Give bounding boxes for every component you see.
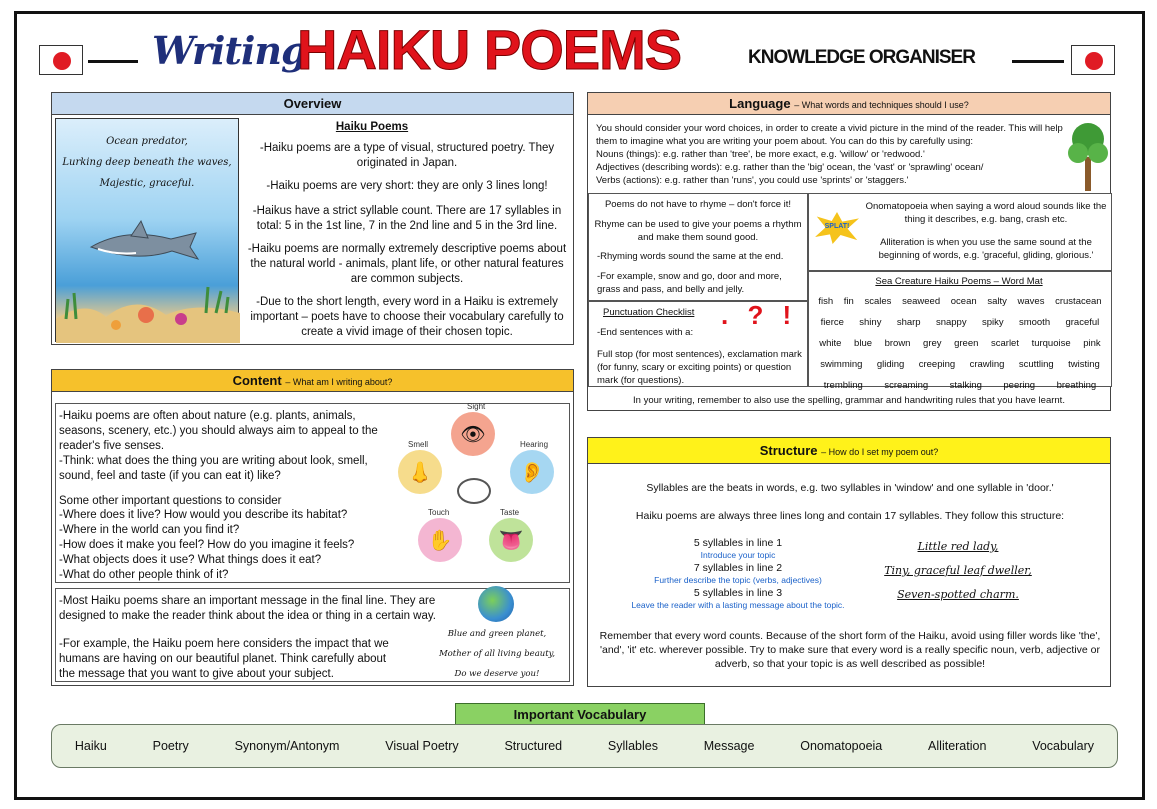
tree-icon: [1068, 117, 1108, 191]
question-item: -Where in the world can you find it?: [59, 524, 240, 536]
wordmat-word: brown: [884, 338, 911, 349]
wordmat-word: stalking: [949, 380, 982, 391]
vocabulary-word: Haiku: [74, 739, 107, 753]
vocabulary-word: Vocabulary: [1032, 739, 1095, 753]
content-title: Content: [232, 373, 282, 388]
wordmat-title-text: Sea Creature Haiku Poems – Word Mat: [875, 276, 1043, 287]
question-item: -What do other people think of it?: [59, 569, 229, 581]
wordmat-title: [809, 275, 1109, 288]
overview-p4: -Haiku poems are normally extremely descriptive poems about the natural world - animals, plant life, or other natural features are common subjects.: [247, 243, 567, 285]
overview-p5: -Due to the short length, every word in a Haiku is extremely important – poets have to choose their vocabulary carefully to create a vivid image of their chosen topic.: [250, 296, 564, 338]
wordmat-word: spiky: [981, 317, 1004, 328]
wordmat-word: fish: [818, 296, 834, 307]
overview-header: [52, 93, 573, 115]
syllable-hint: Leave the reader with a lasting message about the topic.: [631, 600, 845, 610]
content-panel: [51, 369, 574, 686]
wordmat-word: grey: [923, 338, 942, 349]
language-subtitle: – What words and techniques should I use?: [794, 100, 969, 110]
divider: [1012, 60, 1064, 63]
sense-label-smell: Smell: [408, 440, 429, 449]
rhyme-line-4: -For example, snow and go, door and more, grass and pass, and belly and jelly.: [597, 271, 782, 295]
wordmat-word: smooth: [1018, 317, 1051, 328]
content-p1: -Haiku poems are often about nature (e.g. plants, animals, seasons, scenery, etc.) you should always aim to appeal to the reader's five senses.: [59, 410, 378, 452]
content-p4: -For example, the Haiku poem here considers the impact that we humans are having on our beautiful planet. Think carefully about the message that you want to give about your subject.: [59, 638, 389, 680]
syllable-rule: 5 syllables in line 3: [693, 587, 783, 599]
page-subtitle: KNOWLEDGE ORGANISER: [748, 47, 975, 68]
divider: [88, 60, 138, 63]
japan-flag-icon: [39, 45, 83, 75]
brain-icon: [457, 478, 491, 504]
globe-icon: [478, 586, 514, 622]
wordmat-row: [813, 296, 1107, 307]
language-footer: In your writing, remember to also use the spelling, grammar and handwriting rules that you have learnt.: [633, 395, 1065, 406]
wordmat-word: seaweed: [902, 296, 941, 307]
vocabulary-word: Message: [703, 739, 755, 753]
wordmat-word: scarlet: [991, 338, 1019, 349]
language-title: Language: [729, 96, 791, 111]
structure-p1: Syllables are the beats in words, e.g. two syllables in 'window' and one syllable in 'door.': [646, 482, 1054, 494]
hand-icon: ✋: [418, 518, 462, 562]
punctuation-line-1: -End sentences with a:: [597, 327, 694, 338]
overview-panel: [51, 92, 574, 345]
structure-panel: [587, 437, 1111, 687]
wordmat-word: snappy: [935, 317, 967, 328]
punctuation-box: [588, 301, 808, 387]
onomatopoeia-text: Onomatopoeia when saying a word aloud sounds like the thing it describes, e.g. bang, crash etc.: [865, 201, 1107, 225]
question-item: -What objects does it use? What things does it eat?: [59, 554, 322, 566]
rhyme-line-1: Poems do not have to rhyme – don't force it!: [604, 199, 792, 210]
poem-line: Tiny, graceful leaf dweller,: [884, 564, 1032, 577]
poem-line: Little red lady,: [917, 540, 999, 553]
punctuation-line-2: Full stop (for most sentences), exclamation mark (for funny, scary or exciting points) or question mark (for questions).: [597, 349, 802, 386]
language-intro: You should consider your word choices, in order to create a vivid picture in the mind of the reader. This will help them to imagine what you are writing your poem about. You can do this by carefully using:: [596, 123, 1063, 147]
content-header: [52, 370, 573, 392]
poem-line: Majestic, graceful.: [99, 178, 195, 189]
wordmat-grid: [813, 292, 1107, 391]
planet-poem: [427, 624, 567, 684]
rhyme-line-3: -Rhyming words sound the same at the end.: [597, 251, 784, 262]
wordmat-row: [813, 338, 1107, 349]
content-questions: [59, 508, 389, 583]
japan-flag-icon: [1071, 45, 1115, 75]
rhyme-box: [588, 193, 808, 301]
vocabulary-word: Structured: [504, 739, 563, 753]
wordmat-word: breathing: [1056, 380, 1097, 391]
shark-illustration: [55, 118, 239, 342]
sense-label-touch: Touch: [428, 508, 450, 517]
structure-p2: Haiku poems are always three lines long and contain 17 syllables. They follow this structure:: [635, 510, 1065, 522]
wordmat-word: green: [954, 338, 979, 349]
ear-icon: 👂: [510, 450, 554, 494]
overview-heading-text: Haiku Poems: [335, 121, 409, 133]
wordmat-word: swimming: [820, 359, 863, 370]
language-panel: [587, 92, 1111, 411]
syllable-rule: 7 syllables in line 2: [693, 562, 783, 574]
punctuation-title: [603, 306, 733, 319]
wordmat-row: [813, 359, 1107, 370]
splat-label: SPLAT!: [824, 223, 850, 230]
poem-line: Do we deserve you!: [454, 669, 540, 679]
wordmat-word: crustacean: [1055, 296, 1102, 307]
poem-line: Lurking deep beneath the waves,: [62, 157, 232, 168]
poem-line: Ocean predator,: [106, 136, 188, 147]
vocabulary-word: Visual Poetry: [385, 739, 459, 753]
vocabulary-header: Important Vocabulary: [455, 703, 705, 725]
wordmat-word: waves: [1017, 296, 1045, 307]
overview-p1: -Haiku poems are a type of visual, structured poetry. They originated in Japan.: [259, 142, 555, 169]
alliteration-text: Alliteration is when you use the same sound at the beginning of words, e.g. 'graceful, gliding, glorious.': [878, 237, 1094, 261]
poem-line: Mother of all living beauty,: [438, 649, 556, 659]
wordmat-word: crawling: [969, 359, 1005, 370]
content-questions-intro: Some other important questions to consider: [59, 495, 282, 507]
content-subtitle: – What am I writing about?: [285, 377, 393, 387]
wordmat-word: twisting: [1068, 359, 1100, 370]
eye-icon: 👁: [451, 412, 495, 456]
overview-heading: [302, 120, 442, 135]
wordmat-word: sharp: [896, 317, 921, 328]
rhyme-line-2: Rhyme can be used to give your poems a rhythm and make them sound good.: [594, 219, 802, 243]
language-adjectives: Adjectives (describing words): e.g. rather than the 'big' ocean, the 'vast' or 'sprawling' ocean/: [596, 162, 984, 173]
vocabulary-word: Synonym/Antonym: [234, 739, 340, 753]
wordmat-word: turquoise: [1031, 338, 1071, 349]
wordmat-word: shiny: [859, 317, 882, 328]
sense-label-sight: Sight: [467, 402, 486, 411]
wordmat-word: scuttling: [1018, 359, 1054, 370]
page-title: HAIKU POEMS: [297, 18, 682, 81]
overview-p3: -Haikus have a strict syllable count. There are 17 syllables in total: 5 in the 1st line, 7 in the 2nd line and 5 in the 3rd line.: [252, 205, 562, 232]
wordmat-row: [813, 380, 1107, 391]
vocabulary-word: Syllables: [607, 739, 658, 753]
syllable-rule: 5 syllables in line 1: [693, 537, 783, 549]
wordmat-row: [813, 317, 1107, 328]
tongue-icon: 👅: [489, 518, 533, 562]
structure-title: Structure: [759, 443, 818, 458]
question-item: -Where does it live? How would you describe its habitat?: [59, 509, 348, 521]
content-p3: -Most Haiku poems share an important message in the final line. They are designed to make the reader think about the idea or thing in a certain way.: [59, 595, 436, 622]
wordmat-box: [808, 271, 1112, 391]
nose-icon: 👃: [398, 450, 442, 494]
wordmat-word: fierce: [820, 317, 844, 328]
wordmat-word: creeping: [918, 359, 956, 370]
wordmat-word: peering: [1003, 380, 1036, 391]
language-header: [588, 93, 1110, 115]
wordmat-word: fin: [843, 296, 854, 307]
sense-label-taste: Taste: [500, 508, 520, 517]
punctuation-title-text: Punctuation Checklist: [603, 307, 695, 318]
vocabulary-word: Poetry: [152, 739, 189, 753]
poem-line: Blue and green planet,: [447, 629, 547, 639]
shark-icon: [86, 219, 206, 269]
punctuation-marks: . ? !: [721, 300, 798, 330]
sense-label-hearing: Hearing: [520, 440, 549, 449]
question-item: -How does it make you feel? How do you imagine it feels?: [59, 539, 355, 551]
wordmat-word: gliding: [876, 359, 905, 370]
wordmat-word: scales: [864, 296, 892, 307]
syllable-rules: [588, 536, 888, 611]
structure-subtitle: – How do I set my poem out?: [821, 447, 939, 457]
shark-poem: [56, 131, 238, 194]
language-verbs: Verbs (actions): e.g. rather than 'runs', you could use 'sprints' or 'staggers.': [596, 175, 909, 186]
structure-p3: Remember that every word counts. Because of the short form of the Haiku, avoid using filler words like 'the', 'and', 'it' etc. wherever possible. Try to make sure that every word is a really specific noun, verb, adjective or adverb, so that your topic is as well described as possible!: [599, 630, 1101, 670]
techniques-box: [808, 193, 1112, 271]
coral-reef-icon: [56, 279, 240, 343]
wordmat-word: pink: [1083, 338, 1101, 349]
wordmat-word: trembling: [823, 380, 863, 391]
wordmat-word: white: [819, 338, 842, 349]
wordmat-word: blue: [854, 338, 873, 349]
wordmat-word: graceful: [1065, 317, 1100, 328]
content-p2: -Think: what does the thing you are writing about look, smell, sound, feel and taste (if you can eat it) like?: [59, 455, 368, 482]
syllable-hint: Further describe the topic (verbs, adjectives): [654, 575, 822, 585]
vocabulary-word: Alliteration: [928, 739, 987, 753]
wordmat-word: salty: [987, 296, 1007, 307]
title-writing: Writing: [152, 28, 307, 73]
wordmat-word: screaming: [884, 380, 929, 391]
overview-p2: -Haiku poems are very short: they are only 3 lines long!: [266, 180, 548, 192]
language-nouns: Nouns (things): e.g. rather than 'tree', be more exact, e.g. 'willow' or 'redwood.': [596, 149, 925, 160]
structure-header: [588, 438, 1110, 464]
wordmat-word: ocean: [950, 296, 977, 307]
overview-title: Overview: [283, 96, 342, 111]
syllable-hint: Introduce your topic: [700, 550, 776, 560]
vocabulary-bar: [51, 724, 1118, 768]
vocabulary-word: Onomatopoeia: [800, 739, 883, 753]
ladybird-poem: [878, 535, 1038, 607]
poem-line: Seven-spotted charm.: [897, 588, 1019, 601]
